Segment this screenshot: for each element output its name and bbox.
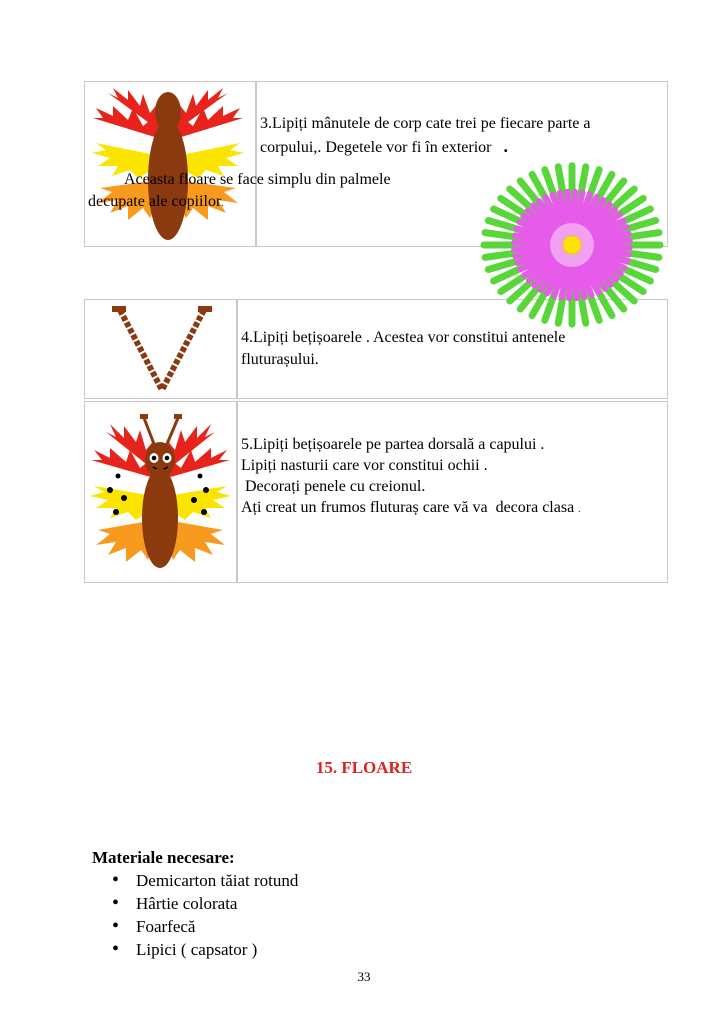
list-item: • Demicarton tăiat rotund <box>98 869 298 892</box>
step-4-line-2: fluturașului. <box>241 351 319 368</box>
list-item: • Hârtie colorata <box>98 892 298 915</box>
step-5-line-1: 5.Lipiți bețișoarele pe partea dorsală a capului . <box>241 436 545 453</box>
list-item: • Lipici ( capsator ) <box>98 938 298 961</box>
step-3-line-2 <box>260 137 508 157</box>
flower-note-period: . <box>221 198 224 208</box>
flower-note-line-2 <box>88 192 224 213</box>
materials-list <box>98 869 298 961</box>
flower-note-line-1: Aceasta floare se face simplu din palmele <box>124 171 391 188</box>
page-number: 33 <box>357 969 371 984</box>
step-3-period: . <box>503 136 508 156</box>
list-item: • Foarfecă <box>98 915 298 938</box>
step-5-line-2: Lipiți nasturii care vor constitui ochii . <box>241 457 488 474</box>
step-5-line-3: Decorați penele cu creionul. <box>241 478 426 495</box>
butterfly-complete-illustration <box>88 412 233 577</box>
step-5-line-4 <box>241 498 580 519</box>
step-5-period: . <box>578 504 581 514</box>
step-3-line-1: 3.Lipiți mânutele de corp cate trei pe fiecare parte a <box>260 115 591 132</box>
section-title: 15. FLOARE <box>315 758 413 777</box>
flower-note-line-2-text: decupate ale copiilor <box>88 193 222 210</box>
antennae-sticks-illustration <box>112 300 212 400</box>
step-5-line-4-text: Ați creat un frumos fluturaș care vă va decora clasa <box>241 499 575 516</box>
flower-illustration <box>480 165 665 335</box>
step-4-line-1: 4.Lipiți bețișoarele . Acestea vor constitui antenele <box>241 329 566 346</box>
butterfly-body-illustration <box>88 88 248 243</box>
materials-heading: Materiale necesare: <box>92 848 235 867</box>
step-3-line-2-text: corpului,. Degetele vor fi în exterior <box>260 139 492 156</box>
